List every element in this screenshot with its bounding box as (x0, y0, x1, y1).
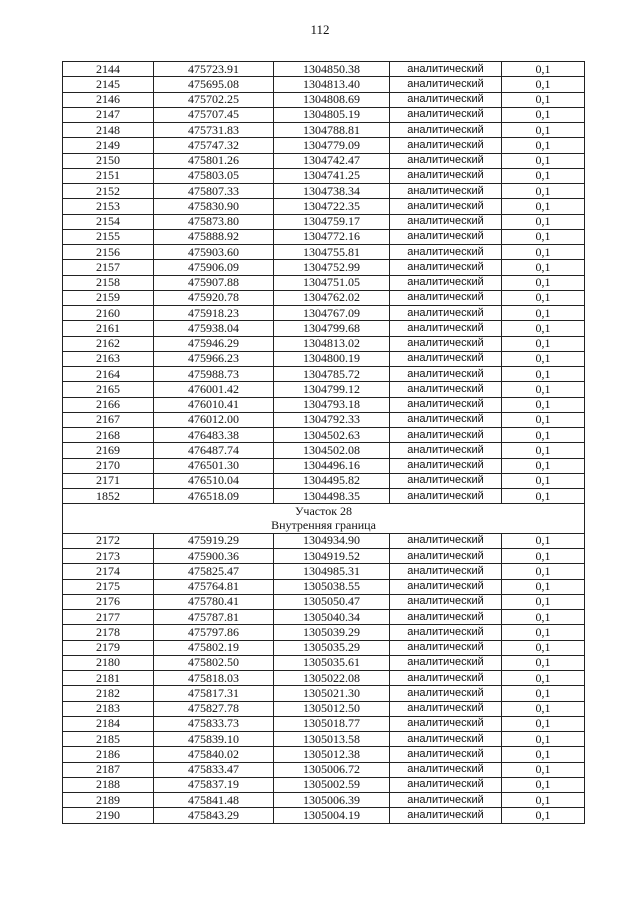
coordinate-y: 1304799.68 (274, 321, 390, 336)
accuracy-value: 0,1 (502, 732, 585, 747)
point-number: 2164 (63, 367, 154, 382)
table-row (63, 92, 585, 107)
point-number: 2179 (63, 640, 154, 655)
determination-method: аналитический (390, 321, 502, 336)
coordinates-table (62, 61, 585, 824)
coordinate-y: 1304498.35 (274, 489, 390, 504)
coordinate-y: 1304755.81 (274, 245, 390, 260)
accuracy-value: 0,1 (502, 229, 585, 244)
point-number: 2149 (63, 138, 154, 153)
point-number: 2165 (63, 382, 154, 397)
point-number: 2187 (63, 762, 154, 777)
accuracy-value: 0,1 (502, 594, 585, 609)
determination-method: аналитический (390, 168, 502, 183)
determination-method: аналитический (390, 489, 502, 504)
determination-method: аналитический (390, 716, 502, 731)
coordinate-y: 1305039.29 (274, 625, 390, 640)
accuracy-value: 0,1 (502, 762, 585, 777)
accuracy-value: 0,1 (502, 260, 585, 275)
coordinate-y: 1304850.38 (274, 62, 390, 77)
point-number: 2147 (63, 107, 154, 122)
determination-method: аналитический (390, 123, 502, 138)
determination-method: аналитический (390, 443, 502, 458)
coordinate-x: 475837.19 (154, 777, 274, 792)
determination-method: аналитический (390, 732, 502, 747)
point-number: 2162 (63, 336, 154, 351)
coordinate-y: 1304779.09 (274, 138, 390, 153)
point-number: 2146 (63, 92, 154, 107)
coordinate-x: 475900.36 (154, 549, 274, 564)
point-number: 2189 (63, 793, 154, 808)
determination-method: аналитический (390, 762, 502, 777)
accuracy-value: 0,1 (502, 716, 585, 731)
coordinate-y: 1304799.12 (274, 382, 390, 397)
point-number: 2182 (63, 686, 154, 701)
accuracy-value: 0,1 (502, 533, 585, 548)
accuracy-value: 0,1 (502, 428, 585, 443)
point-number: 2178 (63, 625, 154, 640)
coordinate-y: 1305006.39 (274, 793, 390, 808)
determination-method: аналитический (390, 793, 502, 808)
point-number: 2168 (63, 428, 154, 443)
accuracy-value: 0,1 (502, 473, 585, 488)
accuracy-value: 0,1 (502, 290, 585, 305)
point-number: 2172 (63, 533, 154, 548)
point-number: 2177 (63, 610, 154, 625)
coordinate-y: 1305012.50 (274, 701, 390, 716)
table-row (63, 245, 585, 260)
table-row (63, 62, 585, 77)
table-row (63, 732, 585, 747)
table-row (63, 473, 585, 488)
coordinate-x: 475797.86 (154, 625, 274, 640)
coordinate-x: 475840.02 (154, 747, 274, 762)
determination-method: аналитический (390, 153, 502, 168)
determination-method: аналитический (390, 367, 502, 382)
point-number: 2153 (63, 199, 154, 214)
coordinate-y: 1305035.61 (274, 655, 390, 670)
determination-method: аналитический (390, 245, 502, 260)
determination-method: аналитический (390, 671, 502, 686)
coordinate-x: 475695.08 (154, 77, 274, 92)
accuracy-value: 0,1 (502, 793, 585, 808)
table-row (63, 625, 585, 640)
table-row (63, 686, 585, 701)
accuracy-value: 0,1 (502, 808, 585, 823)
point-number: 2190 (63, 808, 154, 823)
point-number: 1852 (63, 489, 154, 504)
determination-method: аналитический (390, 808, 502, 823)
coordinate-x: 475839.10 (154, 732, 274, 747)
coordinate-y: 1304813.02 (274, 336, 390, 351)
coordinate-y: 1304793.18 (274, 397, 390, 412)
coordinate-x: 475780.41 (154, 594, 274, 609)
accuracy-value: 0,1 (502, 107, 585, 122)
point-number: 2152 (63, 184, 154, 199)
point-number: 2150 (63, 153, 154, 168)
table-row (63, 793, 585, 808)
coordinate-x: 476501.30 (154, 458, 274, 473)
coordinate-x: 475938.04 (154, 321, 274, 336)
coordinate-x: 475787.81 (154, 610, 274, 625)
coordinate-y: 1305006.72 (274, 762, 390, 777)
coordinate-y: 1305050.47 (274, 594, 390, 609)
accuracy-value: 0,1 (502, 701, 585, 716)
point-number: 2170 (63, 458, 154, 473)
point-number: 2145 (63, 77, 154, 92)
determination-method: аналитический (390, 747, 502, 762)
coordinate-x: 475830.90 (154, 199, 274, 214)
accuracy-value: 0,1 (502, 397, 585, 412)
table-row (63, 306, 585, 321)
determination-method: аналитический (390, 138, 502, 153)
coordinate-y: 1304772.16 (274, 229, 390, 244)
table-row (63, 184, 585, 199)
coordinate-y: 1304762.02 (274, 290, 390, 305)
determination-method: аналитический (390, 107, 502, 122)
coordinate-x: 475907.88 (154, 275, 274, 290)
coordinate-y: 1304742.47 (274, 153, 390, 168)
point-number: 2161 (63, 321, 154, 336)
table-row (63, 229, 585, 244)
point-number: 2183 (63, 701, 154, 716)
coordinate-y: 1304752.99 (274, 260, 390, 275)
accuracy-value: 0,1 (502, 640, 585, 655)
table-row (63, 533, 585, 548)
accuracy-value: 0,1 (502, 168, 585, 183)
determination-method: аналитический (390, 397, 502, 412)
coordinate-x: 475873.80 (154, 214, 274, 229)
coordinate-x: 475731.83 (154, 123, 274, 138)
coordinate-x: 475920.78 (154, 290, 274, 305)
determination-method: аналитический (390, 290, 502, 305)
coordinate-x: 475966.23 (154, 351, 274, 366)
accuracy-value: 0,1 (502, 443, 585, 458)
table-row (63, 428, 585, 443)
accuracy-value: 0,1 (502, 549, 585, 564)
page-number: 112 (310, 22, 330, 37)
coordinate-x: 476012.00 (154, 412, 274, 427)
accuracy-value: 0,1 (502, 458, 585, 473)
coordinate-x: 475919.29 (154, 533, 274, 548)
section-heading-row (63, 504, 585, 519)
determination-method: аналитический (390, 777, 502, 792)
table-row (63, 443, 585, 458)
point-number: 2173 (63, 549, 154, 564)
coordinate-y: 1304495.82 (274, 473, 390, 488)
determination-method: аналитический (390, 458, 502, 473)
accuracy-value: 0,1 (502, 625, 585, 640)
coordinate-y: 1305040.34 (274, 610, 390, 625)
coordinate-y: 1304722.35 (274, 199, 390, 214)
coordinate-x: 476510.04 (154, 473, 274, 488)
table-row (63, 397, 585, 412)
coordinate-x: 476001.42 (154, 382, 274, 397)
accuracy-value: 0,1 (502, 655, 585, 670)
table-row (63, 367, 585, 382)
accuracy-value: 0,1 (502, 321, 585, 336)
coordinate-x: 475841.48 (154, 793, 274, 808)
coordinate-x: 475906.09 (154, 260, 274, 275)
coordinate-x: 475888.92 (154, 229, 274, 244)
determination-method: аналитический (390, 412, 502, 427)
accuracy-value: 0,1 (502, 306, 585, 321)
table-block-upper (63, 62, 585, 504)
coordinate-x: 475817.31 (154, 686, 274, 701)
table-row (63, 747, 585, 762)
coordinate-x: 475807.33 (154, 184, 274, 199)
coordinate-y: 1305012.38 (274, 747, 390, 762)
table-row (63, 321, 585, 336)
point-number: 2171 (63, 473, 154, 488)
determination-method: аналитический (390, 184, 502, 199)
coordinate-y: 1304767.09 (274, 306, 390, 321)
coordinate-x: 475803.05 (154, 168, 274, 183)
point-number: 2184 (63, 716, 154, 731)
coordinate-y: 1304785.72 (274, 367, 390, 382)
point-number: 2186 (63, 747, 154, 762)
coordinate-y: 1305013.58 (274, 732, 390, 747)
coordinate-y: 1304788.81 (274, 123, 390, 138)
determination-method: аналитический (390, 306, 502, 321)
table-row (63, 594, 585, 609)
coordinate-y: 1305004.19 (274, 808, 390, 823)
accuracy-value: 0,1 (502, 489, 585, 504)
coordinate-x: 476518.09 (154, 489, 274, 504)
point-number: 2160 (63, 306, 154, 321)
accuracy-value: 0,1 (502, 123, 585, 138)
table-row (63, 199, 585, 214)
coordinate-y: 1304813.40 (274, 77, 390, 92)
accuracy-value: 0,1 (502, 77, 585, 92)
determination-method: аналитический (390, 564, 502, 579)
plot-label: Участок 28 (63, 504, 585, 519)
coordinate-y: 1305021.30 (274, 686, 390, 701)
coordinate-x: 475818.03 (154, 671, 274, 686)
coordinate-x: 476483.38 (154, 428, 274, 443)
coordinate-x: 475988.73 (154, 367, 274, 382)
table-row (63, 260, 585, 275)
section-heading-row (63, 519, 585, 534)
table-row (63, 412, 585, 427)
table-row (63, 168, 585, 183)
coordinate-y: 1304502.63 (274, 428, 390, 443)
determination-method: аналитический (390, 549, 502, 564)
table-row (63, 777, 585, 792)
table-row (63, 138, 585, 153)
point-number: 2169 (63, 443, 154, 458)
table-row (63, 808, 585, 823)
accuracy-value: 0,1 (502, 382, 585, 397)
table-row (63, 123, 585, 138)
accuracy-value: 0,1 (502, 214, 585, 229)
point-number: 2157 (63, 260, 154, 275)
table-row (63, 549, 585, 564)
determination-method: аналитический (390, 214, 502, 229)
determination-method: аналитический (390, 428, 502, 443)
determination-method: аналитический (390, 92, 502, 107)
table-row (63, 579, 585, 594)
coordinate-x: 475764.81 (154, 579, 274, 594)
accuracy-value: 0,1 (502, 564, 585, 579)
determination-method: аналитический (390, 260, 502, 275)
accuracy-value: 0,1 (502, 579, 585, 594)
table-row (63, 716, 585, 731)
table-row (63, 336, 585, 351)
coordinate-y: 1305022.08 (274, 671, 390, 686)
coordinate-y: 1304496.16 (274, 458, 390, 473)
table-row (63, 458, 585, 473)
coordinate-y: 1304502.08 (274, 443, 390, 458)
accuracy-value: 0,1 (502, 367, 585, 382)
determination-method: аналитический (390, 351, 502, 366)
determination-method: аналитический (390, 625, 502, 640)
boundary-label: Внутренняя граница (63, 519, 585, 534)
point-number: 2180 (63, 655, 154, 670)
accuracy-value: 0,1 (502, 610, 585, 625)
coordinate-x: 475918.23 (154, 306, 274, 321)
coordinate-x: 475802.19 (154, 640, 274, 655)
coordinate-y: 1304738.34 (274, 184, 390, 199)
accuracy-value: 0,1 (502, 275, 585, 290)
coordinate-y: 1304805.19 (274, 107, 390, 122)
coordinate-y: 1304808.69 (274, 92, 390, 107)
coordinate-y: 1304751.05 (274, 275, 390, 290)
point-number: 2151 (63, 168, 154, 183)
determination-method: аналитический (390, 336, 502, 351)
coordinate-x: 475802.50 (154, 655, 274, 670)
table-row (63, 290, 585, 305)
determination-method: аналитический (390, 473, 502, 488)
coordinate-y: 1304792.33 (274, 412, 390, 427)
table-row (63, 564, 585, 579)
point-number: 2167 (63, 412, 154, 427)
point-number: 2158 (63, 275, 154, 290)
determination-method: аналитический (390, 77, 502, 92)
point-number: 2166 (63, 397, 154, 412)
determination-method: аналитический (390, 382, 502, 397)
coordinate-y: 1304800.19 (274, 351, 390, 366)
table-row (63, 655, 585, 670)
point-number: 2174 (63, 564, 154, 579)
table-row (63, 610, 585, 625)
table-row (63, 762, 585, 777)
accuracy-value: 0,1 (502, 336, 585, 351)
accuracy-value: 0,1 (502, 671, 585, 686)
point-number: 2175 (63, 579, 154, 594)
point-number: 2188 (63, 777, 154, 792)
accuracy-value: 0,1 (502, 777, 585, 792)
determination-method: аналитический (390, 579, 502, 594)
accuracy-value: 0,1 (502, 138, 585, 153)
point-number: 2159 (63, 290, 154, 305)
table-row (63, 153, 585, 168)
point-number: 2144 (63, 62, 154, 77)
table-row (63, 275, 585, 290)
accuracy-value: 0,1 (502, 351, 585, 366)
determination-method: аналитический (390, 533, 502, 548)
determination-method: аналитический (390, 701, 502, 716)
coordinate-x: 475946.29 (154, 336, 274, 351)
determination-method: аналитический (390, 62, 502, 77)
accuracy-value: 0,1 (502, 245, 585, 260)
coordinate-x: 475801.26 (154, 153, 274, 168)
determination-method: аналитический (390, 275, 502, 290)
coordinate-y: 1304759.17 (274, 214, 390, 229)
table-row (63, 107, 585, 122)
coordinate-x: 476487.74 (154, 443, 274, 458)
section-heading (63, 504, 585, 534)
determination-method: аналитический (390, 610, 502, 625)
coordinate-x: 475707.45 (154, 107, 274, 122)
accuracy-value: 0,1 (502, 199, 585, 214)
coordinate-y: 1305038.55 (274, 579, 390, 594)
table-row (63, 701, 585, 716)
point-number: 2185 (63, 732, 154, 747)
table-row (63, 671, 585, 686)
accuracy-value: 0,1 (502, 92, 585, 107)
coordinate-x: 475827.78 (154, 701, 274, 716)
determination-method: аналитический (390, 199, 502, 214)
determination-method: аналитический (390, 229, 502, 244)
determination-method: аналитический (390, 686, 502, 701)
determination-method: аналитический (390, 640, 502, 655)
point-number: 2163 (63, 351, 154, 366)
accuracy-value: 0,1 (502, 412, 585, 427)
coordinate-y: 1305002.59 (274, 777, 390, 792)
coordinate-x: 475747.32 (154, 138, 274, 153)
table-row (63, 489, 585, 504)
point-number: 2155 (63, 229, 154, 244)
accuracy-value: 0,1 (502, 62, 585, 77)
coordinate-x: 476010.41 (154, 397, 274, 412)
coordinate-x: 475702.25 (154, 92, 274, 107)
table-row (63, 214, 585, 229)
point-number: 2148 (63, 123, 154, 138)
accuracy-value: 0,1 (502, 153, 585, 168)
table-row (63, 382, 585, 397)
coordinate-x: 475903.60 (154, 245, 274, 260)
accuracy-value: 0,1 (502, 686, 585, 701)
accuracy-value: 0,1 (502, 747, 585, 762)
point-number: 2176 (63, 594, 154, 609)
table-row (63, 351, 585, 366)
coordinate-y: 1305035.29 (274, 640, 390, 655)
coordinate-x: 475825.47 (154, 564, 274, 579)
coordinate-x: 475843.29 (154, 808, 274, 823)
determination-method: аналитический (390, 655, 502, 670)
coordinate-x: 475723.91 (154, 62, 274, 77)
coordinate-y: 1304985.31 (274, 564, 390, 579)
accuracy-value: 0,1 (502, 184, 585, 199)
table-row (63, 77, 585, 92)
coordinate-x: 475833.73 (154, 716, 274, 731)
coordinate-y: 1304741.25 (274, 168, 390, 183)
table-block-lower (63, 533, 585, 823)
coordinate-y: 1304934.90 (274, 533, 390, 548)
coordinate-x: 475833.47 (154, 762, 274, 777)
coordinate-y: 1304919.52 (274, 549, 390, 564)
point-number: 2181 (63, 671, 154, 686)
coordinate-y: 1305018.77 (274, 716, 390, 731)
determination-method: аналитический (390, 594, 502, 609)
point-number: 2156 (63, 245, 154, 260)
table-row (63, 640, 585, 655)
point-number: 2154 (63, 214, 154, 229)
